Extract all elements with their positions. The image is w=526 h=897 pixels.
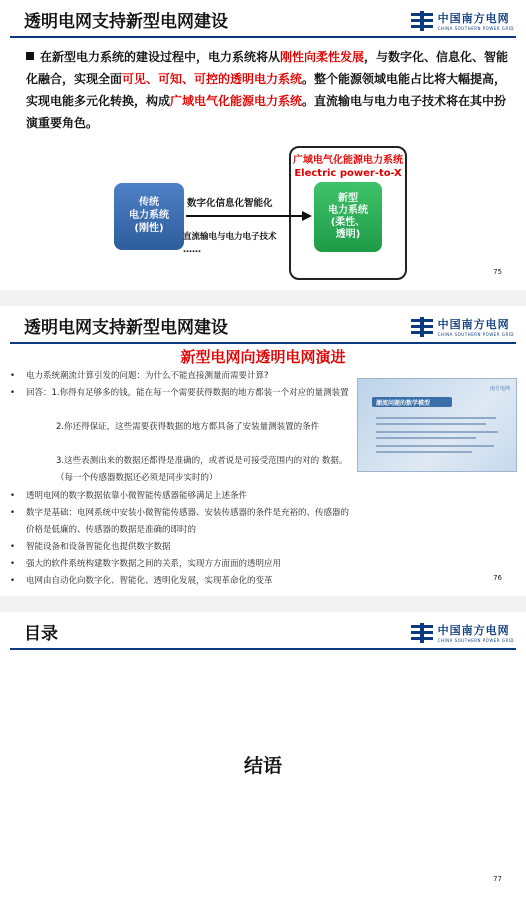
slide-subtitle: 新型电网向透明电网演进	[180, 348, 346, 366]
page-number: 77	[493, 875, 502, 883]
header-divider	[10, 36, 516, 38]
csg-logo	[411, 622, 514, 643]
csg-logo-icon	[411, 625, 433, 641]
slide-header	[0, 306, 526, 344]
pic-text-line	[376, 445, 494, 447]
list-item: • 电力系统潮流计算引发的问题：为什么不能直接测量而需要计算?	[10, 371, 269, 381]
logo-cn: 中国南方电网	[437, 318, 510, 331]
closing-title: 结语	[243, 755, 282, 777]
slide-header	[0, 0, 526, 38]
page-number: 75	[493, 268, 502, 276]
pic-text-line	[376, 423, 486, 425]
pic-text-line	[376, 437, 476, 439]
arrow-label-top: 数字化信息化智能化	[187, 198, 273, 209]
slide-75	[0, 0, 526, 290]
power-to-x-title-en: Electric power-to-X	[294, 168, 402, 179]
header-divider	[10, 648, 516, 650]
arrow-label-bottom: 直流输电与电力电子技术	[183, 232, 277, 242]
list-item-continued: 2.你还得保证，这些需要获得数据的地方都具备了安装量测装置的条件	[56, 422, 320, 432]
logo-en: CHINA SOUTHERN POWER GRID	[437, 332, 514, 337]
logo-cn: 中国南方电网	[437, 624, 510, 637]
slide-title: 透明电网支持新型电网建设	[24, 318, 228, 338]
pic-corner-label: 南方电网	[489, 386, 510, 392]
slide-header	[0, 612, 526, 650]
intro-paragraph: 在新型电力系统的建设过程中，电力系统将从刚性向柔性发展，与数字化、信息化、智能化融合，实现全面可见、可知、可控的透明电力系统。整个能源领域电能占比将大幅提高，实现电能多元化转换，构成广域电气化能源电力系统。直流输电与电力电子技术将在其中扮演重要角色。	[26, 50, 509, 130]
list-item: • 智能设备和设备智能化也提供数字数据	[10, 542, 171, 552]
pic-text-line	[376, 431, 498, 433]
square-bullet-icon	[26, 52, 34, 60]
list-item: • 回答：1.你得有足够多的钱，能在每一个需要获得数据的地方都装一个对应的量测装置	[10, 388, 349, 398]
list-item: • 数字是基础：电网系统中安装小微智能传感器、安装传感器的条件是充裕的、传感器的价格是低廉的、传感器的数据是准确的即时的	[10, 508, 350, 535]
traditional-system-box: 传统 电力系统 (刚性)	[114, 183, 184, 250]
transition-arrow-icon	[186, 210, 312, 222]
csg-logo-icon	[411, 319, 433, 335]
math-model-screenshot	[357, 378, 517, 472]
logo-en: CHINA SOUTHERN POWER GRID	[437, 26, 514, 31]
logo-en: CHINA SOUTHERN POWER GRID	[437, 638, 514, 643]
logo-cn: 中国南方电网	[437, 12, 510, 25]
pic-text-line	[376, 417, 496, 419]
new-system-box: 新型 电力系统 (柔性、 透明)	[314, 182, 382, 252]
arrow-label-ellipsis: ……	[183, 245, 201, 255]
csg-logo-icon	[411, 13, 433, 29]
slide-77	[0, 612, 526, 897]
page-number: 76	[493, 574, 502, 582]
csg-logo	[411, 10, 514, 31]
list-item-continued: 3.这些表测出来的数据还都得是准确的，或者说是可接受范围内的对的 数据。（每一个传感器数据还必须是同步实时的）	[56, 456, 348, 483]
slide-76	[0, 306, 526, 596]
pic-title: 潮流问题的数学模型	[376, 400, 431, 407]
power-to-x-title-cn: 广域电气化能源电力系统	[293, 155, 403, 166]
list-item: • 电网由自动化向数字化、智能化、透明化发展，实现革命化的变革	[10, 576, 273, 586]
header-divider	[10, 342, 516, 344]
slide-title: 透明电网支持新型电网建设	[24, 12, 228, 32]
csg-logo	[411, 316, 514, 337]
list-item: • 透明电网的数字数据依靠小微智能传感器能够满足上述条件	[10, 491, 248, 501]
pic-text-line	[376, 451, 472, 453]
slide-title: 目录	[24, 624, 58, 644]
list-item: • 强大的软件系统构建数字数据之间的关系，实现方方面面的透明应用	[10, 559, 282, 569]
